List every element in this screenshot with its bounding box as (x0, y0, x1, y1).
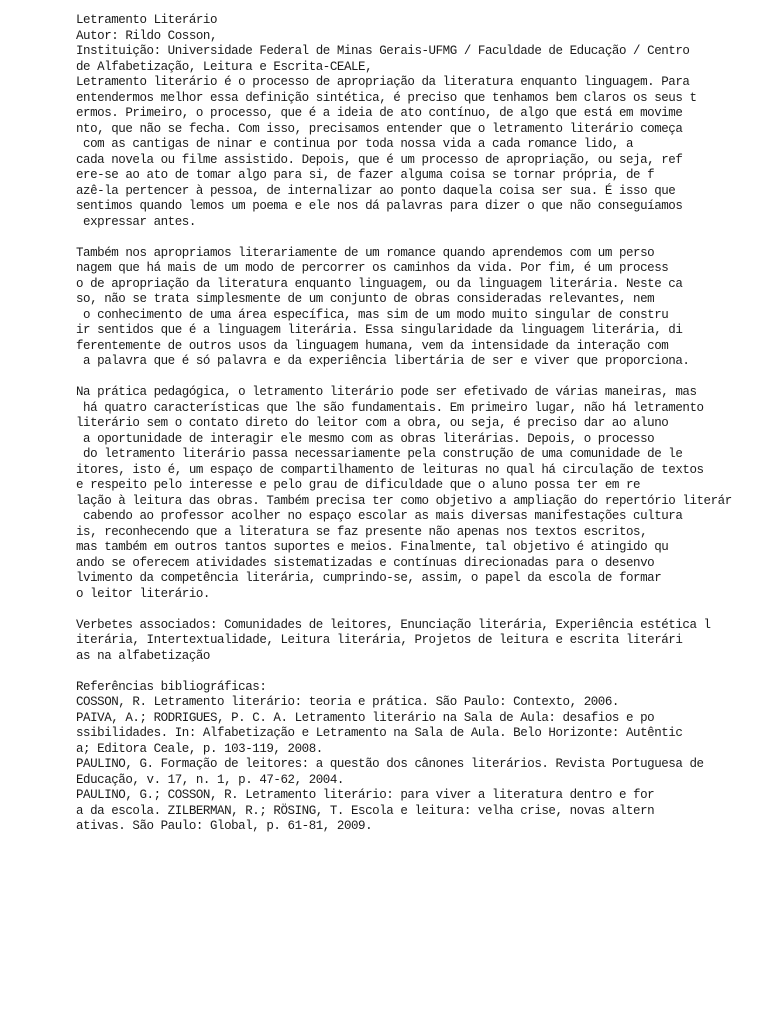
text-line: Letramento literário é o processo de apropriação da literatura enquanto linguagem. Para (76, 75, 690, 89)
text-line: expressar antes. (76, 214, 196, 229)
text-line: Também nos apropriamos literariamente de um romance quando aprendemos com um perso (76, 245, 655, 260)
reference-line: a; Editora Ceale, p. 103-119, 2008. (76, 741, 323, 756)
text-line: ferentemente de outros usos da linguagem humana, vem da intensidade da interação com (76, 338, 669, 353)
text-line: ermos. Primeiro, o processo, que é a ideia de ato contínuo, de algo que está em movime (76, 106, 683, 120)
text-line: do letramento literário passa necessariamente pela construção de uma comunidade de le (76, 447, 683, 461)
reference-line: a da escola. ZILBERMAN, R.; RÖSING, T. Escola e leitura: velha crise, novas altern (76, 803, 655, 818)
text-line: o de apropriação da literatura enquanto linguagem, ou da linguagem literária. Neste ca (76, 276, 683, 291)
text-line: literário sem o contato direto do leitor com a obra, ou seja, é preciso dar ao aluno (76, 416, 669, 430)
reference-line: PAIVA, A.; RODRIGUES, P. C. A. Letramento literário na Sala de Aula: desafios e po (76, 710, 655, 725)
text-line: lvimento da competência literária, cumprindo-se, assim, o papel da escola de formar (76, 571, 662, 585)
text-line: a palavra que é só palavra e da experiência libertária de ser e viver que proporciona. (76, 354, 690, 368)
text-line: ando se oferecem atividades sistematizadas e contínuas direcionadas para o desenvo (76, 555, 655, 570)
text-line: cabendo ao professor acolher no espaço escolar as mais diversas manifestações cultura (76, 509, 683, 523)
reference-line: COSSON, R. Letramento literário: teoria e prática. São Paulo: Contexto, 2006. (76, 695, 619, 709)
text-line: com as cantigas de ninar e continua por toda nossa vida a cada romance lido, a (76, 137, 634, 151)
paragraph-spacer (76, 602, 768, 618)
text-line: cada novela ou filme assistido. Depois, que é um processo de apropriação, ou seja, ref (76, 152, 683, 167)
text-line: is, reconhecendo que a literatura se faz presente não apenas nos textos escritos, (76, 524, 648, 539)
paragraph-spacer (76, 230, 768, 246)
text-line: nto, que não se fecha. Com isso, precisamos entender que o letramento literário começa (76, 121, 683, 136)
text-line: o leitor literário. (76, 586, 210, 601)
reference-line: ssibilidades. In: Alfabetização e Letramento na Sala de Aula. Belo Horizonte: Autêntic (76, 726, 683, 740)
text-line: itores, isto é, um espaço de compartilhamento de leituras no qual há circulação de textos (76, 462, 704, 477)
references-heading: Referências bibliográficas: (76, 679, 267, 694)
bibliographic-references (76, 680, 768, 835)
paragraph-appropriation (76, 246, 768, 370)
reference-line: PAULINO, G.; COSSON, R. Letramento literário: para viver a literatura dentro e for (76, 788, 655, 802)
text-line: azê-la pertencer à pessoa, de internalizar ao ponto daquela coisa ser sua. É isso que (76, 183, 676, 198)
text-line: as na alfabetização (76, 648, 210, 663)
associated-entries (76, 618, 768, 665)
text-line: o conhecimento de uma área específica, mas sim de um modo muito singular de constru (76, 307, 669, 322)
institution-line: de Alfabetização, Leitura e Escrita-CEALE, (76, 59, 373, 74)
text-line: e respeito pelo interesse e pelo grau de dificuldade que o aluno possa ter em re (76, 478, 641, 492)
reference-line: ativas. São Paulo: Global, p. 61-81, 2009. (76, 819, 373, 833)
document-title: Letramento Literário (76, 13, 218, 27)
author-line: Autor: Rildo Cosson, (76, 28, 218, 43)
document-header (76, 13, 768, 75)
paragraph-spacer (76, 664, 768, 680)
document-page (76, 13, 768, 835)
paragraph-pedagogical-practice (76, 385, 768, 602)
text-line: mas também em outros tantos suportes e meios. Finalmente, tal objetivo é atingido qu (76, 540, 669, 554)
text-line: iterária, Intertextualidade, Leitura literária, Projetos de leitura e escrita literári (76, 633, 683, 647)
text-line: nagem que há mais de um modo de percorrer os caminhos da vida. Por fim, é um process (76, 261, 669, 275)
text-line: ir sentidos que é a linguagem literária. Essa singularidade da linguagem literária, di (76, 323, 683, 337)
reference-line: Educação, v. 17, n. 1, p. 47-62, 2004. (76, 772, 344, 787)
text-line: Na prática pedagógica, o letramento literário pode ser efetivado de várias maneiras, mas (76, 385, 697, 399)
text-line: lação à leitura das obras. Também precisa ter como objetivo a ampliação do repertório literár (76, 493, 732, 508)
text-line: entendermos melhor essa definição sintética, é preciso que tenhamos bem claros os seus t (76, 90, 697, 105)
text-line: há quatro características que lhe são fundamentais. Em primeiro lugar, não há letramento (76, 400, 704, 415)
text-line: Verbetes associados: Comunidades de leitores, Enunciação literária, Experiência estética l (76, 617, 711, 632)
text-line: ere-se ao ato de tomar algo para si, de fazer alguma coisa se tornar própria, de f (76, 168, 655, 182)
reference-line: PAULINO, G. Formação de leitores: a questão dos cânones literários. Revista Portuguesa de (76, 757, 704, 771)
text-line: so, não se trata simplesmente de um conjunto de obras consideradas relevantes, nem (76, 292, 655, 306)
text-line: sentimos quando lemos um poema e ele nos dá palavras para dizer o que não conseguíamos (76, 199, 683, 213)
institution-line: Instituição: Universidade Federal de Minas Gerais-UFMG / Faculdade de Educação / Centro (76, 44, 690, 58)
paragraph-spacer (76, 370, 768, 386)
paragraph-definition (76, 75, 768, 230)
text-line: a oportunidade de interagir ele mesmo com as obras literárias. Depois, o processo (76, 431, 655, 446)
